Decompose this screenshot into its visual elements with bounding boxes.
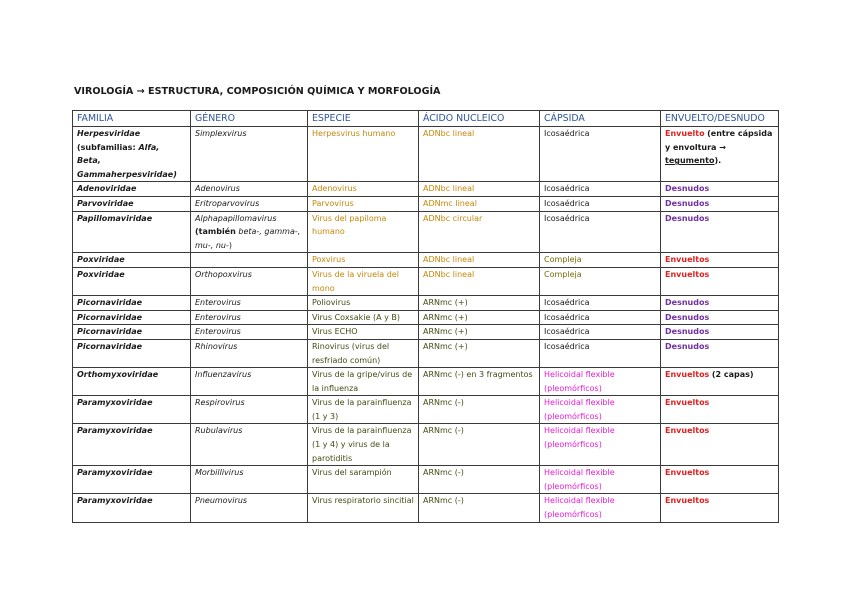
nucleic-acid-cell: ARNmc (+) [419, 339, 540, 367]
envelope-cell: Envueltos [661, 424, 779, 466]
species-cell: Virus del sarampión [308, 466, 419, 494]
species-cell: Virus de la viruela del mono [308, 267, 419, 295]
nucleic-acid-cell: ARNmc (+) [419, 325, 540, 340]
header-capsida: CÁPSIDA [540, 111, 661, 127]
family-cell: Poxviridae [73, 253, 191, 268]
table-row [73, 494, 779, 522]
header-envuelto-desnudo: ENVUELTO/DESNUDO [661, 111, 779, 127]
species-cell: Virus de la parainfluenza (1 y 3) [308, 396, 419, 424]
capsid-cell: Compleja [540, 253, 661, 268]
family-cell: Herpesviridae (subfamilias: Alfa, Beta, Gammaherpesviridae) [73, 127, 191, 182]
table-row [73, 310, 779, 325]
family-cell: Paramyxoviridae [73, 424, 191, 466]
genus-cell: Simplexvirus [191, 127, 308, 182]
family-cell: Picornaviridae [73, 339, 191, 367]
table-row [73, 325, 779, 340]
header-acido-nucleico: ÁCIDO NUCLEICO [419, 111, 540, 127]
capsid-cell: Icosaédrica [540, 211, 661, 253]
capsid-cell: Icosaédrica [540, 182, 661, 197]
family-cell: Picornaviridae [73, 310, 191, 325]
table-row [73, 182, 779, 197]
nucleic-acid-cell: ARNmc (+) [419, 296, 540, 311]
envelope-cell: Desnudos [661, 339, 779, 367]
nucleic-acid-cell: ADNbc lineal [419, 127, 540, 182]
genus-cell: Eritroparvovirus [191, 196, 308, 211]
capsid-cell: Helicoidal flexible (pleomórficos) [540, 368, 661, 396]
table-row [73, 253, 779, 268]
capsid-cell: Icosaédrica [540, 339, 661, 367]
genus-cell [191, 253, 308, 268]
capsid-cell: Icosaédrica [540, 325, 661, 340]
envelope-cell: Desnudos [661, 325, 779, 340]
table-row [73, 211, 779, 253]
envelope-cell: Envueltos [661, 253, 779, 268]
table-row [73, 466, 779, 494]
genus-cell: Enterovirus [191, 325, 308, 340]
nucleic-acid-cell: ADNmc lineal [419, 196, 540, 211]
genus-cell: Orthopoxvirus [191, 267, 308, 295]
envelope-cell: Desnudos [661, 196, 779, 211]
species-cell: Parvovirus [308, 196, 419, 211]
nucleic-acid-cell: ARNmc (-) [419, 424, 540, 466]
genus-cell: Enterovirus [191, 310, 308, 325]
family-cell: Paramyxoviridae [73, 466, 191, 494]
family-cell: Adenoviridae [73, 182, 191, 197]
family-cell: Paramyxoviridae [73, 396, 191, 424]
species-cell: Adenovirus [308, 182, 419, 197]
species-cell: Rinovirus (virus del resfriado común) [308, 339, 419, 367]
species-cell: Virus Coxsakie (A y B) [308, 310, 419, 325]
table-row [73, 127, 779, 182]
genus-cell: Pneumovirus [191, 494, 308, 522]
table-row [73, 196, 779, 211]
capsid-cell: Helicoidal flexible (pleomórficos) [540, 424, 661, 466]
header-familia: FAMILIA [73, 111, 191, 127]
capsid-cell: Helicoidal flexible (pleomórficos) [540, 396, 661, 424]
envelope-cell: Desnudos [661, 211, 779, 253]
nucleic-acid-cell: ARNmc (-) [419, 466, 540, 494]
document-title: VIROLOGÍA → ESTRUCTURA, COMPOSICIÓN QUÍMICA Y MORFOLOGÍA [74, 86, 441, 97]
genus-cell: Respirovirus [191, 396, 308, 424]
table-row [73, 267, 779, 295]
table-row [73, 339, 779, 367]
species-cell: Virus del papiloma humano [308, 211, 419, 253]
capsid-cell: Icosaédrica [540, 296, 661, 311]
envelope-cell: Envueltos [661, 494, 779, 522]
envelope-cell: Envueltos [661, 267, 779, 295]
genus-cell: Alphapapillomavirus (también beta-, gamma-, mu-, nu-) [191, 211, 308, 253]
capsid-cell: Icosaédrica [540, 196, 661, 211]
nucleic-acid-cell: ADNbc circular [419, 211, 540, 253]
species-cell: Poxvirus [308, 253, 419, 268]
species-cell: Virus de la parainfluenza (1 y 4) y virus de la parotiditis [308, 424, 419, 466]
envelope-cell: Envueltos [661, 466, 779, 494]
species-cell: Virus de la gripe/virus de la influenza [308, 368, 419, 396]
species-cell: Herpesvirus humano [308, 127, 419, 182]
table-row [73, 368, 779, 396]
header-especie: ESPECIE [308, 111, 419, 127]
nucleic-acid-cell: ADNbc lineal [419, 182, 540, 197]
header-genero: GÉNERO [191, 111, 308, 127]
genus-cell: Morbillivirus [191, 466, 308, 494]
header-row [73, 111, 779, 127]
genus-cell: Rhinovirus [191, 339, 308, 367]
family-cell: Poxviridae [73, 267, 191, 295]
species-cell: Virus respiratorio sincitial [308, 494, 419, 522]
nucleic-acid-cell: ARNmc (+) [419, 310, 540, 325]
family-cell: Parvoviridae [73, 196, 191, 211]
species-cell: Poliovirus [308, 296, 419, 311]
capsid-cell: Compleja [540, 267, 661, 295]
nucleic-acid-cell: ADNbc lineal [419, 267, 540, 295]
family-cell: Papillomaviridae [73, 211, 191, 253]
genus-cell: Adenovirus [191, 182, 308, 197]
family-cell: Paramyxoviridae [73, 494, 191, 522]
capsid-cell: Helicoidal flexible (pleomórficos) [540, 494, 661, 522]
nucleic-acid-cell: ARNmc (-) en 3 fragmentos [419, 368, 540, 396]
family-cell: Picornaviridae [73, 296, 191, 311]
family-cell: Picornaviridae [73, 325, 191, 340]
virology-table [72, 110, 779, 523]
table-row [73, 424, 779, 466]
nucleic-acid-cell: ARNmc (-) [419, 494, 540, 522]
envelope-cell: Desnudos [661, 296, 779, 311]
nucleic-acid-cell: ADNbc lineal [419, 253, 540, 268]
envelope-cell: Envueltos [661, 396, 779, 424]
family-cell: Orthomyxoviridae [73, 368, 191, 396]
envelope-cell: Envueltos (2 capas) [661, 368, 779, 396]
genus-cell: Influenzavirus [191, 368, 308, 396]
capsid-cell: Icosaédrica [540, 127, 661, 182]
genus-cell: Rubulavirus [191, 424, 308, 466]
table-row [73, 396, 779, 424]
species-cell: Virus ECHO [308, 325, 419, 340]
nucleic-acid-cell: ARNmc (-) [419, 396, 540, 424]
envelope-cell: Desnudos [661, 310, 779, 325]
capsid-cell: Helicoidal flexible (pleomórficos) [540, 466, 661, 494]
envelope-cell: Envuelto (entre cápsida y envoltura → tegumento). [661, 127, 779, 182]
envelope-cell: Desnudos [661, 182, 779, 197]
genus-cell: Enterovirus [191, 296, 308, 311]
table-row [73, 296, 779, 311]
capsid-cell: Icosaédrica [540, 310, 661, 325]
